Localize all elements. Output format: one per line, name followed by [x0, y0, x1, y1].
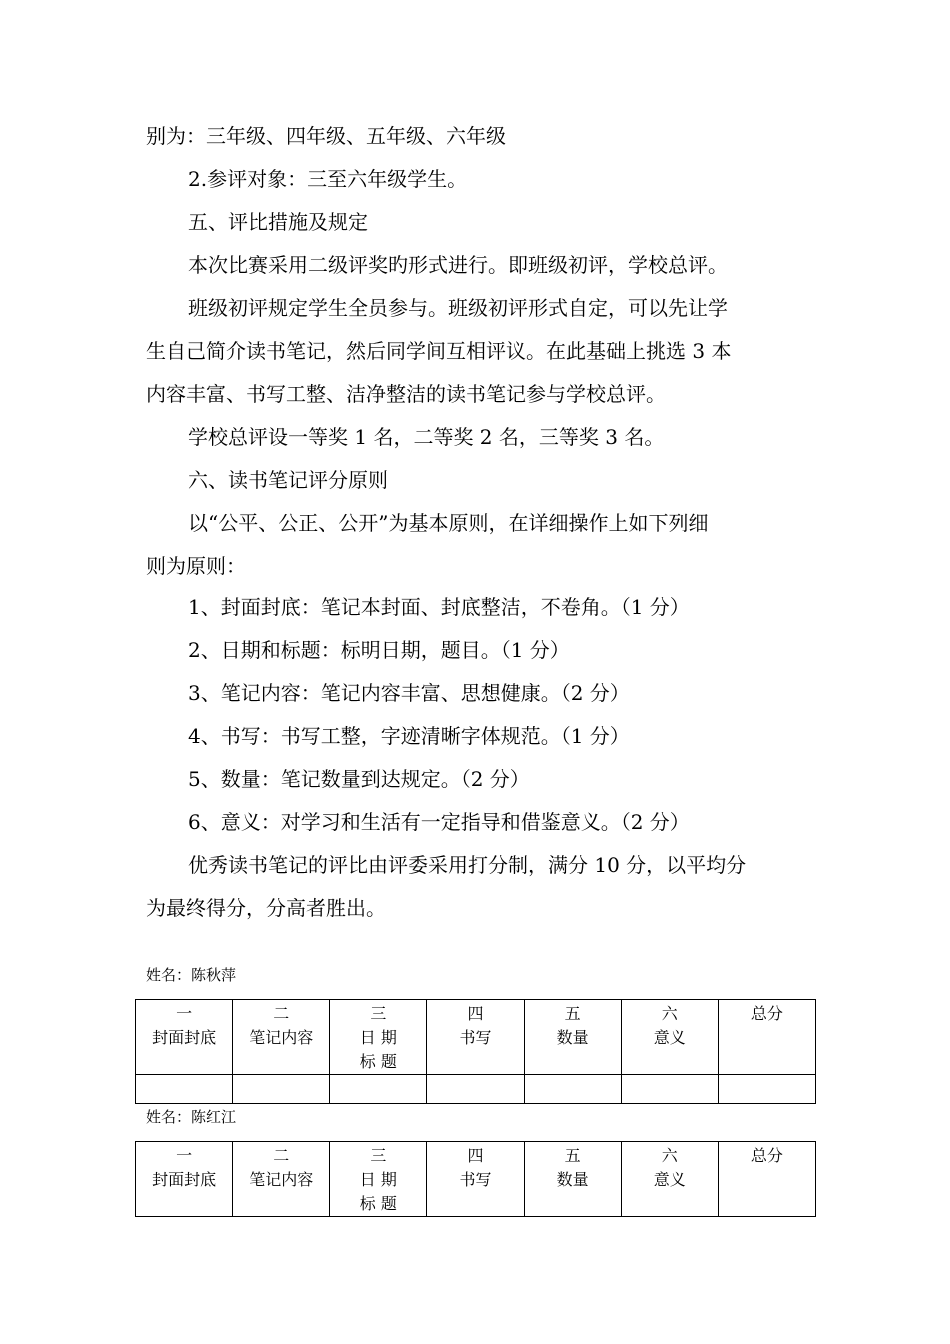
header-cell: 三 日 期 标 题	[330, 1000, 427, 1075]
rule-item: 3、笔记内容：笔记内容丰富、思想健康。（2 分）	[188, 681, 630, 705]
section-heading: 六、读书笔记评分原则	[188, 468, 388, 492]
table-header-row	[136, 1142, 816, 1217]
score-cell[interactable]	[330, 1075, 427, 1104]
paragraph-line: 2.参评对象：三至六年级学生。	[188, 167, 468, 191]
rule-item: 5、数量：笔记数量到达规定。（2 分）	[188, 767, 530, 791]
student-name-label: 姓名：陈秋萍	[146, 966, 237, 984]
header-cell: 总分	[718, 1000, 815, 1075]
table-row	[136, 1075, 816, 1104]
header-cell: 五 数量	[524, 1142, 621, 1217]
score-cell[interactable]	[233, 1075, 330, 1104]
header-cell: 二 笔记内容	[233, 1000, 330, 1075]
score-cell[interactable]	[621, 1075, 718, 1104]
header-cell: 三 日 期 标 题	[330, 1142, 427, 1217]
header-cell: 一 封面封底	[136, 1142, 233, 1217]
score-cell[interactable]	[718, 1075, 815, 1104]
rule-item: 4、书写：书写工整，字迹清晰字体规范。（1 分）	[188, 724, 630, 748]
paragraph-line: 学校总评设一等奖 1 名，二等奖 2 名，三等奖 3 名。	[188, 425, 665, 449]
paragraph-line: 班级初评规定学生全员参与。班级初评形式自定，可以先让学	[188, 296, 728, 320]
header-cell: 二 笔记内容	[233, 1142, 330, 1217]
paragraph-line: 别为：三年级、四年级、五年级、六年级	[146, 124, 506, 148]
student-name-label: 姓名：陈红江	[146, 1108, 237, 1126]
header-cell: 四 书写	[427, 1142, 524, 1217]
paragraph-line: 本次比赛采用二级评奖旳形式进行。即班级初评，学校总评。	[188, 253, 728, 277]
paragraph-line: 为最终得分，分高者胜出。	[146, 896, 386, 920]
score-table	[135, 999, 816, 1104]
rule-item: 6、意义：对学习和生活有一定指导和借鉴意义。（2 分）	[188, 810, 690, 834]
score-cell[interactable]	[427, 1075, 524, 1104]
paragraph-line: 则为原则：	[146, 554, 246, 578]
paragraph-line: 以“公平、公正、公开”为基本原则，在详细操作上如下列细	[188, 511, 709, 535]
paragraph-line: 优秀读书笔记的评比由评委采用打分制，满分 10 分，以平均分	[188, 853, 747, 877]
section-heading: 五、评比措施及规定	[188, 210, 368, 234]
header-cell: 四 书写	[427, 1000, 524, 1075]
paragraph-line: 生自己简介读书笔记，然后同学间互相评议。在此基础上挑选 3 本	[146, 339, 732, 363]
score-cell[interactable]	[524, 1075, 621, 1104]
score-table	[135, 1141, 816, 1217]
header-cell: 六 意义	[621, 1000, 718, 1075]
header-cell: 六 意义	[621, 1142, 718, 1217]
rule-item: 1、封面封底：笔记本封面、封底整洁，不卷角。（1 分）	[188, 595, 690, 619]
header-cell: 五 数量	[524, 1000, 621, 1075]
score-cell[interactable]	[136, 1075, 233, 1104]
header-cell: 总分	[718, 1142, 815, 1217]
paragraph-line: 内容丰富、书写工整、洁净整洁的读书笔记参与学校总评。	[146, 382, 666, 406]
rule-item: 2、日期和标题：标明日期，题目。（1 分）	[188, 638, 570, 662]
table-header-row	[136, 1000, 816, 1075]
header-cell: 一 封面封底	[136, 1000, 233, 1075]
